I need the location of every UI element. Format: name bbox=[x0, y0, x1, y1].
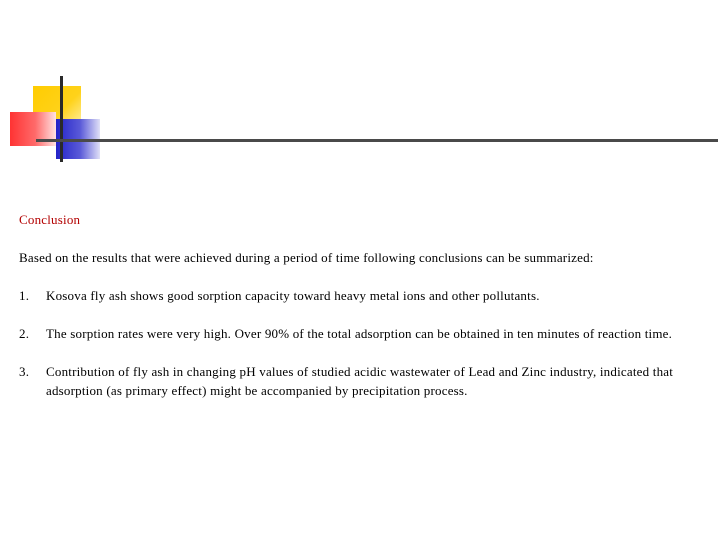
intro-paragraph: Based on the results that were achieved during a period of time following conclusions can be summarized: bbox=[19, 250, 594, 265]
item-text: Kosova fly ash shows good sorption capacity toward heavy metal ions and other pollutants. bbox=[46, 288, 540, 303]
slide-decoration bbox=[0, 0, 720, 170]
item-text: The sorption rates were very high. Over 90% of the total adsorption can be obtained in ten minutes of reaction time. bbox=[46, 326, 673, 341]
horizontal-rule bbox=[36, 139, 718, 142]
slide-heading: Conclusion bbox=[19, 212, 81, 227]
item-text: Contribution of fly ash in changing pH values of studied acidic wastewater of Lead and Zinc industry, indicated that adsorption (as primary effect) might be accompanied by precipitation process. bbox=[46, 364, 674, 398]
item-number: 3. bbox=[19, 364, 30, 379]
conclusion-item-1 bbox=[19, 286, 699, 305]
item-number: 1. bbox=[19, 288, 30, 303]
slide-content bbox=[19, 210, 699, 419]
vertical-rule bbox=[60, 76, 63, 162]
item-number: 2. bbox=[19, 326, 30, 341]
conclusion-item-2 bbox=[19, 324, 699, 343]
conclusion-item-3 bbox=[19, 362, 699, 400]
